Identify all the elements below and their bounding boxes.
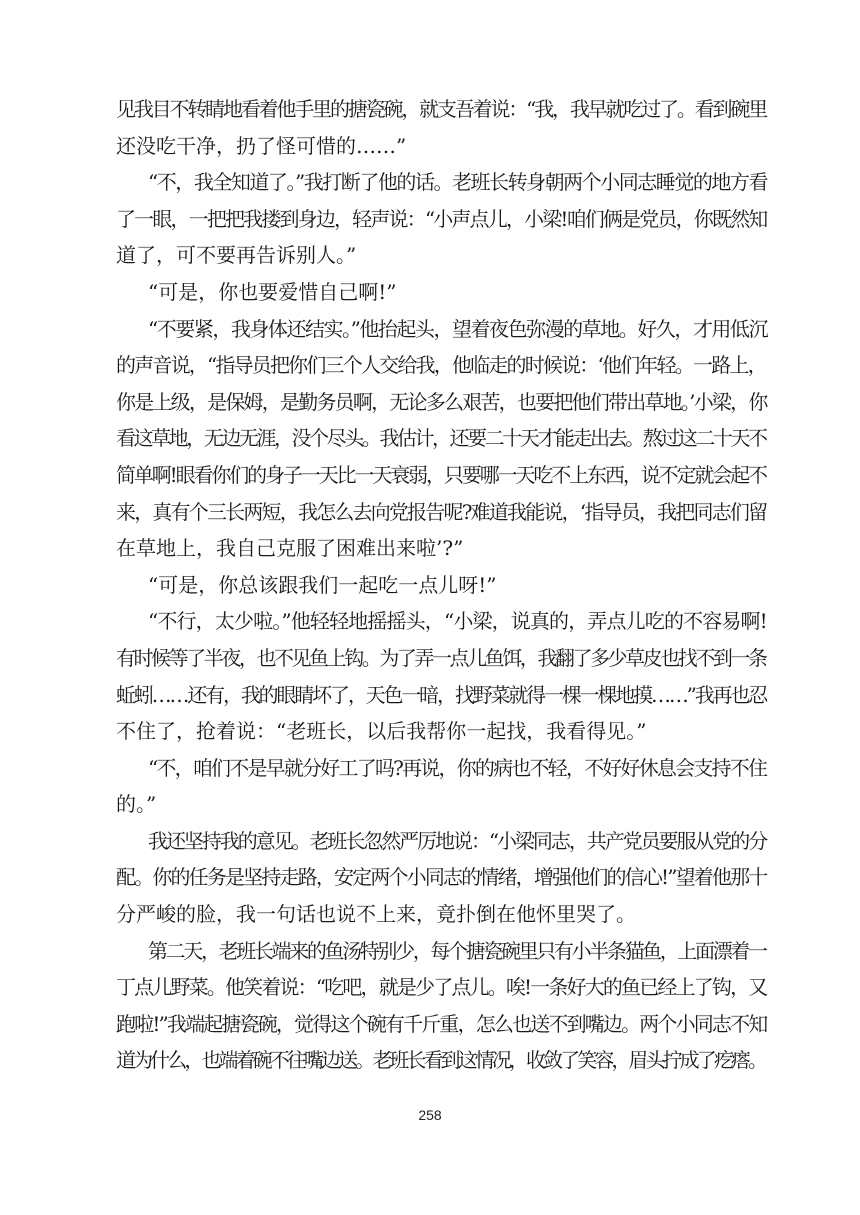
text-line: “不行，太少啦。”他轻轻地摇摇头，“小梁，说真的，弄点儿吃的不容易啊!: [148, 609, 767, 634]
text-line: 我还坚持我的意见。老班长忽然严厉地说：“小梁同志，共产党员要服从党的分: [148, 828, 767, 853]
text-line: 有时候等了半夜，也不见鱼上钩。为了弄一点儿鱼饵，我翻了多少草皮也找不到一条: [116, 645, 766, 670]
text-line: 的声音说，“指导员把你们三个人交给我，他临走的时候说：‘他们年轻。一路上，: [116, 353, 766, 378]
text-line: 你是上级，是保姆，是勤务员啊，无论多么艰苦，也要把他们带出草地。’小梁，你: [116, 389, 767, 414]
text-line: 来，真有个三长两短，我怎么去向党报告呢?难道我能说，‘指导员，我把同志们留: [116, 499, 767, 524]
text-line: “不，咱们不是早就分好工了吗?再说，你的病也不轻，不好好休息会支持不住: [148, 755, 767, 780]
text-line: 在草地上，我自己克服了困难出来啦’?”: [116, 536, 464, 561]
text-line: 道为什么，也端着碗不往嘴边送。老班长看到这情况，收敛了笑容，眉头拧成了疙瘩。: [116, 1048, 766, 1073]
text-line: 蚯蚓……还有，我的眼睛坏了，天色一暗，找野菜就得一棵一棵地摸……”我再也忍: [116, 682, 767, 707]
text-line: 丁点儿野菜。他笑着说：“吃吧，就是少了点儿。唉!一条好大的鱼已经上了钩，又: [116, 975, 767, 1000]
text-line: 第二天，老班长端来的鱼汤特别少，每个搪瓷碗里只有小半条猫鱼，上面漂着一: [148, 938, 766, 963]
text-line: 了一眼，一把把我搂到身边，轻声说：“小声点儿，小梁!咱们俩是党员，你既然知: [116, 206, 767, 231]
text-line: 跑啦!”我端起搪瓷碗，觉得这个碗有千斤重，怎么也送不到嘴边。两个小同志不知: [116, 1011, 767, 1036]
text-line: 见我目不转睛地看着他手里的搪瓷碗，就支吾着说：“我，我早就吃过了。看到碗里: [116, 97, 767, 121]
text-line: “不，我全知道了。”我打断了他的话。老班长转身朝两个小同志睡觉的地方看: [148, 170, 767, 195]
text-line: “可是，你总该跟我们一起吃一点儿呀!”: [148, 572, 497, 597]
document-body: [116, 91, 768, 1079]
text-line: 配。你的任务是坚持走路，安定两个小同志的情绪，增强他们的信心!”望着他那十: [116, 865, 767, 890]
page-number: 258: [418, 1107, 442, 1123]
text-line: 还没吃干净，扔了怪可惜的……”: [116, 133, 407, 158]
text-line: 分严峻的脸，我一句话也说不上来，竟扑倒在他怀里哭了。: [116, 902, 636, 927]
text-line: “可是，你也要爱惜自己啊!”: [148, 279, 397, 304]
text-line: “不要紧，我身体还结实。”他抬起头，望着夜色弥漫的草地。好久，才用低沉: [148, 316, 767, 341]
text-line: 的。”: [116, 792, 157, 817]
text-line: 简单啊!眼看你们的身子一天比一天衰弱，只要哪一天吃不上东西，说不定就会起不: [116, 462, 766, 487]
text-line: 看这草地，无边无涯，没个尽头。我估计，还要二十天才能走出去。熬过这二十天不: [116, 426, 766, 451]
text-line: 不住了，抢着说：“老班长，以后我帮你一起找，我看得见。”: [116, 719, 647, 744]
text-line: 道了，可不要再告诉别人。”: [116, 243, 357, 268]
